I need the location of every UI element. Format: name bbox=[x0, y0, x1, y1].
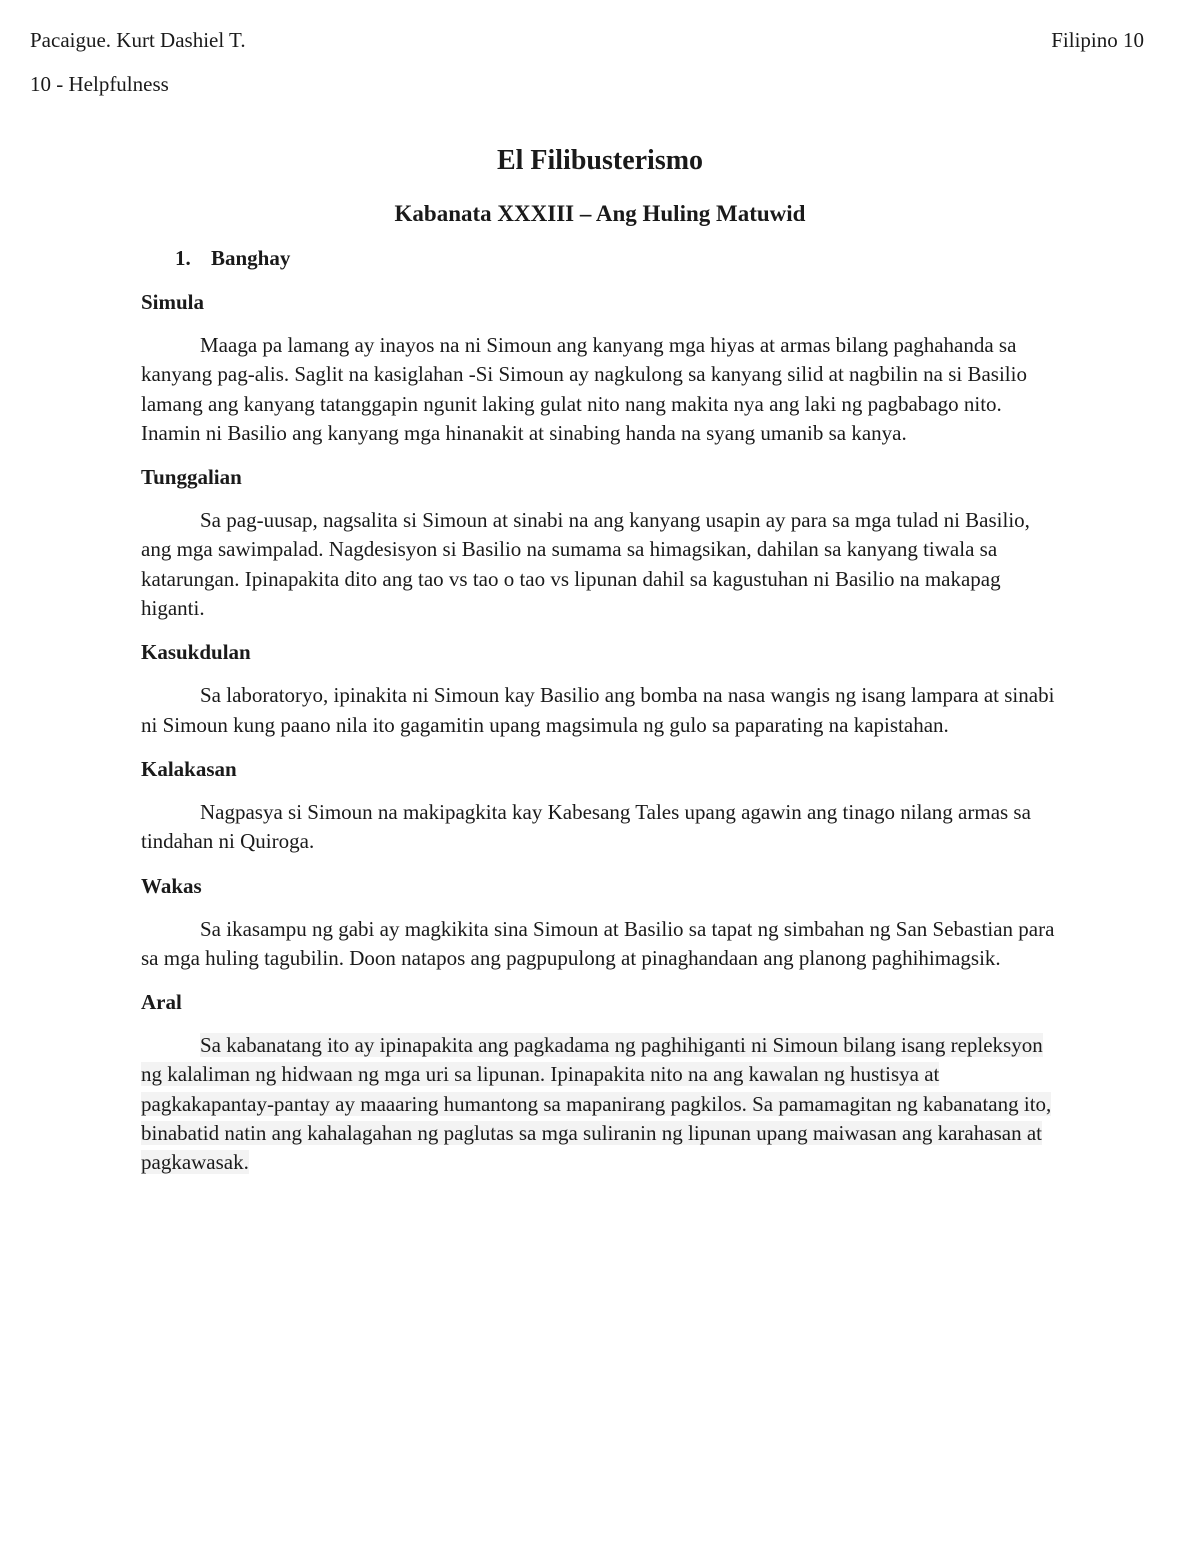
list-label: Banghay bbox=[211, 246, 291, 270]
section-paragraph-aral-text: Sa kabanatang ito ay ipinapakita ang pagkadama ng paghihiganti ni Simoun bilang isang repleksyon ng kalaliman ng hidwaan ng mga uri sa lipunan. Ipinapakita nito na ang kawalan ng hustisya at pagkakapantay-pantay ay maaaring humantong sa mapanirang pagkilos. Sa pamamagitan ng kabanatang ito, binabatid natin ang kahalagahan ng paglutas sa mga suliranin ng lipunan upang maiwasan ang karahasan at pagkawasak. bbox=[141, 1033, 1052, 1175]
section-paragraph-wakas: Sa ikasampu ng gabi ay magkikita sina Simoun at Basilio sa tapat ng simbahan ng San Sebastian para sa mga huling tagubilin. Doon natapos ang pagpupulong at pinaghandaan ang planong paghihimagsik. bbox=[141, 916, 1055, 970]
section-heading-aral: Aral bbox=[141, 990, 182, 1015]
header-student-name: Pacaigue. Kurt Dashiel T. bbox=[30, 28, 246, 52]
section-heading-wakas: Wakas bbox=[141, 873, 202, 898]
section-paragraph-tunggalian: Sa pag-uusap, nagsalita si Simoun at sinabi na ang kanyang usapin ay para sa mga tulad ni Basilio, ang mga sawimpalad. Nagdesisyon si Basilio na sumama sa himagsikan, dahilan sa kanyang tiwala sa katarungan. Ipinapakita dito ang tao vs tao o tao vs lipunan dahil sa kagustuhan ni Basilio na makapag higanti. bbox=[141, 508, 1030, 621]
section-paragraph-kasukdulan: Sa laboratoryo, ipinakita ni Simoun kay Basilio ang bomba na nasa wangis ng isang lampara at sinabi ni Simoun kung paano nila ito gagamitin upang magsimula ng gulo sa paparating na kapistahan. bbox=[141, 683, 1055, 737]
document-title: El Filibusterismo bbox=[496, 145, 704, 176]
header-section: 10 - Helpfulness bbox=[30, 72, 169, 96]
section-paragraph-simula: Maaga pa lamang ay inayos na ni Simoun ang kanyang mga hiyas at armas bilang paghahanda sa kanyang pag-alis. Saglit na kasiglahan -Si Simoun ay nagkulong sa kanyang silid at nagbilin na si Basilio lamang ang kanyang tatanggapin ngunit laking gulat nito nang makita nya ang laki ng pagbabago nito. Inamin ni Basilio ang kanyang mga hinanakit at sinabing handa na syang umanib sa kanya. bbox=[141, 333, 1027, 445]
section-paragraph-aral bbox=[141, 1031, 1061, 1177]
section-heading-kasukdulan: Kasukdulan bbox=[141, 640, 251, 665]
list-number: 1. bbox=[175, 246, 191, 270]
chapter-subtitle: Kabanata XXXIII – Ang Huling Matuwid bbox=[394, 201, 806, 226]
section-heading-kalakasan: Kalakasan bbox=[141, 756, 237, 781]
section-heading-tunggalian: Tunggalian bbox=[141, 465, 242, 490]
section-paragraph-kalakasan: Nagpasya si Simoun na makipagkita kay Kabesang Tales upang agawin ang tinago nilang armas sa tindahan ni Quiroga. bbox=[141, 799, 1031, 854]
numbered-list-item bbox=[141, 244, 1061, 272]
document-body bbox=[141, 244, 1061, 1193]
header-subject: Filipino 10 bbox=[1051, 28, 1144, 52]
section-heading-simula: Simula bbox=[141, 290, 205, 314]
